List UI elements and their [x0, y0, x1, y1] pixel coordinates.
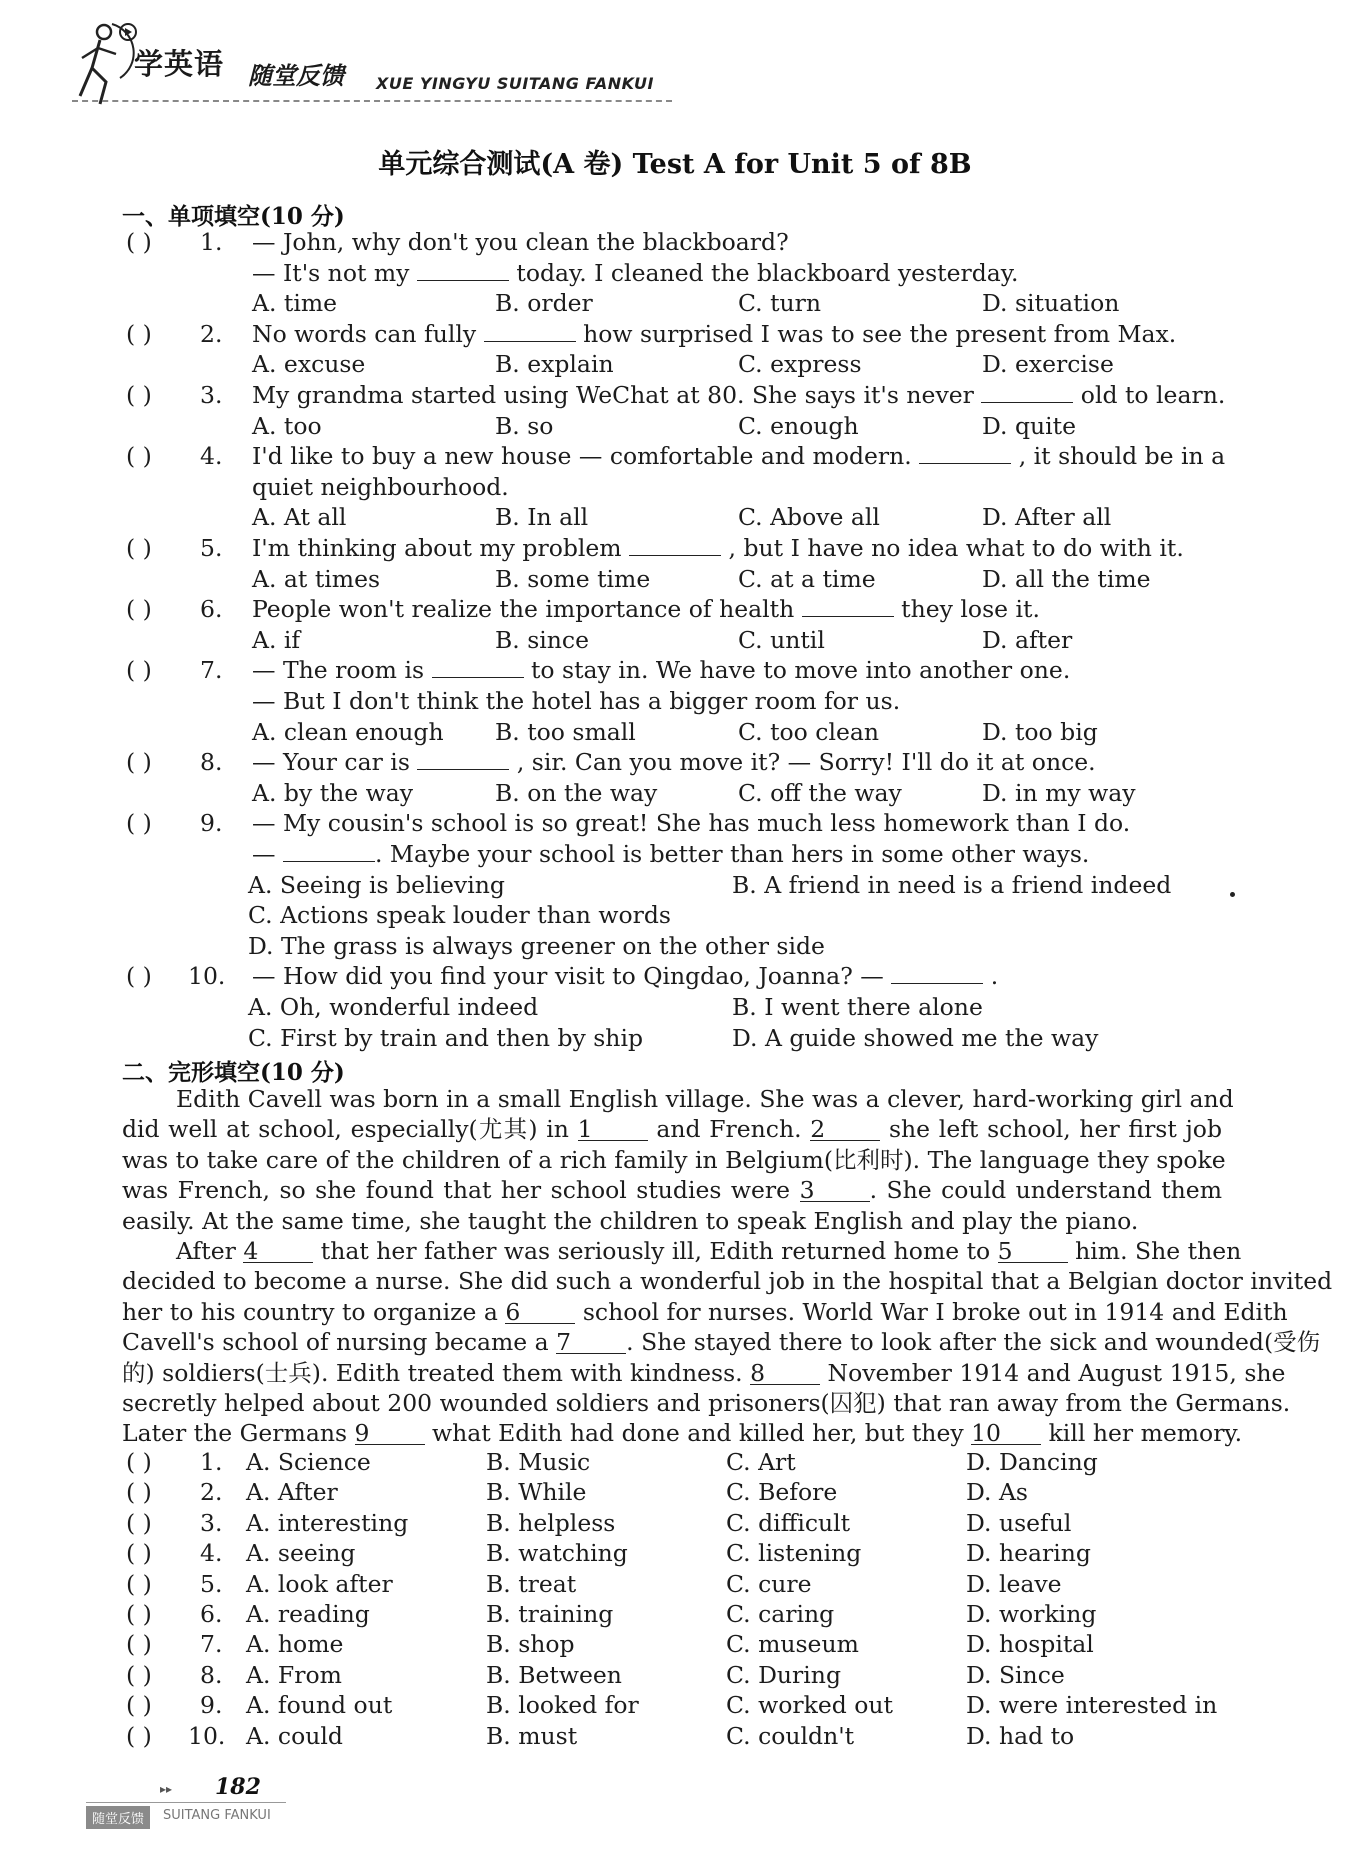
option-d: D. hearing	[966, 1539, 1091, 1568]
question-text: — My cousin's school is so great! She has much less homework than I do.	[252, 809, 1131, 838]
item-number: 1.	[200, 1448, 223, 1476]
option-c: C. at a time	[738, 564, 876, 593]
answer-bracket: ( )	[126, 1478, 152, 1507]
option-d: D. exercise	[982, 350, 1114, 379]
option-c: C. until	[738, 625, 825, 654]
question-text: I'd like to buy a new house — comfortable and modern. , it should be in a	[252, 442, 1226, 471]
cloze-blank-5: 5	[998, 1240, 1068, 1263]
item-number: 6.	[200, 1600, 223, 1628]
passage-line: Edith Cavell was born in a small English village. She was a clever, hard-working girl and	[176, 1085, 1234, 1113]
question-text: — It's not my today. I cleaned the blackboard yesterday.	[252, 258, 1019, 287]
option-b: B. so	[495, 411, 554, 440]
cloze-blank-9: 9	[355, 1422, 425, 1445]
option-c: C. Above all	[738, 503, 880, 532]
option-c: C. cure	[726, 1569, 812, 1598]
answer-bracket: ( )	[126, 1508, 152, 1537]
question-text: quiet neighbourhood.	[252, 472, 509, 501]
passage-line: did well at school, especially(尤其) in 1 and French. 2 she left school, her first job	[122, 1115, 1222, 1144]
option-d: D. too big	[982, 717, 1098, 746]
item-number: 3.	[200, 1508, 223, 1537]
question-number: 6.	[200, 595, 223, 624]
option-d: D. had to	[966, 1721, 1075, 1750]
answer-bracket: ( )	[126, 1660, 152, 1689]
option-a: A. found out	[246, 1691, 393, 1720]
item-number: 2.	[200, 1478, 223, 1507]
page-number: 182	[215, 1774, 261, 1800]
question-text: My grandma started using WeChat at 80. She says it's never old to learn.	[252, 381, 1226, 409]
answer-bracket: ( )	[126, 595, 152, 624]
option-a: A. could	[246, 1721, 343, 1750]
answer-blank	[417, 749, 509, 770]
header	[70, 18, 670, 108]
option-c: C. enough	[738, 411, 859, 440]
option-b: B. on the way	[495, 778, 658, 807]
option-a: A. interesting	[246, 1508, 409, 1537]
cloze-blank-8: 8	[750, 1362, 820, 1385]
option-d: D. all the time	[982, 564, 1151, 593]
option-d: D. quite	[982, 411, 1076, 440]
logo-cn-subtitle: 随堂反馈	[248, 62, 344, 90]
option-a: A. After	[246, 1478, 338, 1507]
item-number: 8.	[200, 1660, 223, 1689]
answer-bracket: ( )	[126, 1448, 152, 1476]
option-d: D. Dancing	[966, 1448, 1098, 1476]
answer-bracket: ( )	[126, 319, 152, 348]
cloze-blank-1: 1	[578, 1118, 648, 1141]
footer-arrow-icon: ▸▸	[160, 1782, 173, 1796]
option-b: B. since	[495, 625, 589, 654]
option-d: D. As	[966, 1478, 1028, 1507]
option-c: C. caring	[726, 1600, 835, 1628]
passage-line: was French, so she found that her school studies were 3 . She could understand them	[122, 1176, 1222, 1205]
option-c: C. First by train and then by ship	[248, 1023, 644, 1052]
answer-bracket: ( )	[126, 809, 152, 838]
option-b: B. training	[486, 1600, 614, 1628]
page-title: 单元综合测试(A 卷) Test A for Unit 5 of 8B	[378, 149, 972, 180]
answer-blank	[919, 443, 1011, 464]
passage-line: decided to become a nurse. She did such a wonderful job in the hospital that a Belgian doctor invited	[122, 1267, 1333, 1296]
passage-line: After 4 that her father was seriously ill, Edith returned home to 5 him. She then	[176, 1237, 1242, 1265]
option-b: B. helpless	[486, 1508, 616, 1537]
option-b: B. explain	[495, 350, 614, 379]
question-number: 3.	[200, 381, 223, 409]
answer-bracket: ( )	[126, 228, 152, 256]
cloze-blank-2: 2	[810, 1118, 880, 1141]
option-b: B. A friend in need is a friend indeed	[732, 870, 1172, 899]
answer-bracket: ( )	[126, 1721, 152, 1750]
footer-tag-cn: 随堂反馈	[86, 1806, 150, 1829]
question-number: 9.	[200, 809, 223, 838]
option-a: A. look after	[246, 1569, 393, 1598]
passage-line: was to take care of the children of a rich family in Belgium(比利时). The language they spoke	[122, 1145, 1226, 1174]
option-d: D. After all	[982, 503, 1112, 532]
option-d: D. The grass is always greener on the other side	[248, 931, 825, 960]
option-b: B. some time	[495, 564, 651, 593]
option-a: A. clean enough	[252, 717, 444, 746]
question-number: 7.	[200, 656, 223, 685]
answer-blank	[417, 260, 509, 281]
cloze-blank-6: 6	[505, 1301, 575, 1324]
option-b: B. order	[495, 289, 593, 318]
option-b: B. While	[486, 1478, 587, 1507]
passage-line: secretly helped about 200 wounded soldiers and prisoners(囚犯) that ran away from the Germans.	[122, 1389, 1291, 1418]
answer-bracket: ( )	[126, 962, 152, 991]
cloze-blank-4: 4	[243, 1240, 313, 1263]
option-d: D. hospital	[966, 1630, 1094, 1659]
item-number: 10.	[188, 1721, 226, 1750]
option-a: A. At all	[252, 503, 347, 532]
option-c: C. couldn't	[726, 1721, 855, 1750]
option-c: C. worked out	[726, 1691, 893, 1720]
option-d: D. leave	[966, 1569, 1062, 1598]
question-number: 8.	[200, 748, 223, 777]
answer-blank	[981, 382, 1073, 403]
item-number: 7.	[200, 1630, 223, 1659]
option-d: D. working	[966, 1600, 1097, 1628]
passage-paragraph	[122, 1084, 1234, 1236]
option-c: C. off the way	[738, 778, 902, 807]
option-a: A. too	[252, 411, 322, 440]
option-a: A. at times	[252, 564, 381, 593]
option-b: B. Music	[486, 1448, 591, 1476]
option-b: B. must	[486, 1721, 578, 1750]
option-c: C. turn	[738, 289, 822, 318]
option-c: C. express	[738, 350, 862, 379]
answer-bracket: ( )	[126, 1630, 152, 1659]
passage-line: her to his country to organize a 6 school for nurses. World War Ⅰ broke out in 1914 and Edith	[122, 1297, 1288, 1326]
question-number: 10.	[188, 962, 226, 991]
option-c: C. Art	[726, 1448, 796, 1476]
option-a: A. Science	[246, 1448, 371, 1476]
option-d: D. were interested in	[966, 1691, 1218, 1720]
question-number: 4.	[200, 442, 223, 471]
passage-line: easily. At the same time, she taught the children to speak English and play the piano.	[122, 1206, 1139, 1235]
footer-tag-en: SUITANG FANKUI	[163, 1808, 271, 1823]
option-d: D. A guide showed me the way	[732, 1023, 1099, 1052]
runner-logo-icon	[70, 18, 140, 108]
option-c: C. During	[726, 1660, 841, 1689]
question-text: — Your car is , sir. Can you move it? — Sorry! I'll do it at once.	[252, 748, 1096, 777]
option-a: A. reading	[246, 1600, 370, 1628]
option-a: A. From	[246, 1660, 342, 1689]
answer-bracket: ( )	[126, 656, 152, 685]
option-a: A. time	[252, 289, 338, 318]
logo-cn-title: 学英语	[134, 47, 225, 81]
option-d: D. after	[982, 625, 1073, 654]
answer-bracket: ( )	[126, 442, 152, 471]
option-d: D. situation	[982, 289, 1120, 318]
option-c: C. Before	[726, 1478, 838, 1507]
cloze-blank-7: 7	[556, 1331, 626, 1354]
answer-bracket: ( )	[126, 1539, 152, 1568]
option-c: C. museum	[726, 1630, 859, 1659]
question-text: — The room is to stay in. We have to move into another one.	[252, 656, 1071, 685]
option-a: A. by the way	[252, 778, 414, 807]
option-b: B. I went there alone	[732, 993, 983, 1021]
item-number: 5.	[200, 1569, 223, 1598]
cloze-blank-3: 3	[800, 1179, 870, 1202]
option-a: A. Oh, wonderful indeed	[248, 993, 539, 1021]
option-a: A. Seeing is believing	[248, 870, 505, 899]
question-text: — But I don't think the hotel has a bigger room for us.	[252, 687, 901, 715]
answer-blank	[484, 321, 576, 342]
answer-bracket: ( )	[126, 381, 152, 409]
question-text: People won't realize the importance of health they lose it.	[252, 595, 1040, 624]
logo-en-subtitle: XUE YINGYU SUITANG FANKUI	[376, 74, 654, 93]
option-c: C. Actions speak louder than words	[248, 901, 671, 930]
option-b: B. treat	[486, 1569, 577, 1598]
question-text: I'm thinking about my problem , but I have no idea what to do with it.	[252, 534, 1184, 562]
question-text: No words can fully how surprised I was to see the present from Max.	[252, 319, 1177, 348]
answer-bracket: ( )	[126, 1600, 152, 1628]
answer-bracket: ( )	[126, 1691, 152, 1720]
option-a: A. if	[252, 625, 301, 654]
answer-blank	[432, 657, 524, 678]
footer-divider	[86, 1802, 286, 1803]
option-b: B. watching	[486, 1539, 628, 1568]
answer-blank	[283, 841, 375, 862]
option-d: D. Since	[966, 1660, 1065, 1689]
stray-dot	[1230, 892, 1235, 897]
question-number: 2.	[200, 319, 223, 348]
passage-line: Later the Germans 9 what Edith had done and killed her, but they 10 kill her memory.	[122, 1419, 1243, 1448]
answer-bracket: ( )	[126, 748, 152, 777]
option-d: D. useful	[966, 1508, 1072, 1537]
question-number: 1.	[200, 228, 223, 256]
answer-blank	[802, 596, 894, 617]
item-number: 9.	[200, 1691, 223, 1720]
answer-blank	[629, 535, 721, 556]
answer-bracket: ( )	[126, 534, 152, 562]
section2-heading: 二、完形填空(10 分)	[122, 1059, 345, 1086]
option-d: D. in my way	[982, 778, 1136, 807]
answer-blank	[891, 963, 983, 984]
option-c: C. difficult	[726, 1508, 851, 1537]
question-text: — How did you find your visit to Qingdao, Joanna? — .	[252, 962, 999, 991]
item-number: 4.	[200, 1539, 223, 1568]
option-c: C. listening	[726, 1539, 862, 1568]
option-a: A. home	[246, 1630, 344, 1659]
option-b: B. looked for	[486, 1691, 639, 1720]
section1-heading: 一、单项填空(10 分)	[122, 203, 345, 230]
answer-bracket: ( )	[126, 1569, 152, 1598]
passage-line: Cavell's school of nursing became a 7 . She stayed there to look after the sick and wounded(受伤	[122, 1328, 1321, 1357]
header-divider	[72, 100, 672, 102]
question-text: — . Maybe your school is better than hers in some other ways.	[252, 840, 1090, 868]
option-c: C. too clean	[738, 717, 880, 746]
cloze-blank-10: 10	[971, 1422, 1041, 1445]
question-text: — John, why don't you clean the blackboard?	[252, 228, 789, 256]
option-b: B. Between	[486, 1660, 622, 1689]
passage-line: 的) soldiers(士兵). Edith treated them with kindness. 8 November 1914 and August 1915, she	[122, 1358, 1286, 1387]
option-b: B. shop	[486, 1630, 575, 1659]
question-number: 5.	[200, 534, 223, 562]
option-a: A. seeing	[246, 1539, 356, 1568]
option-b: B. too small	[495, 717, 636, 746]
option-b: B. In all	[495, 503, 589, 532]
option-a: A. excuse	[252, 350, 366, 379]
passage-paragraph	[122, 1236, 1333, 1449]
